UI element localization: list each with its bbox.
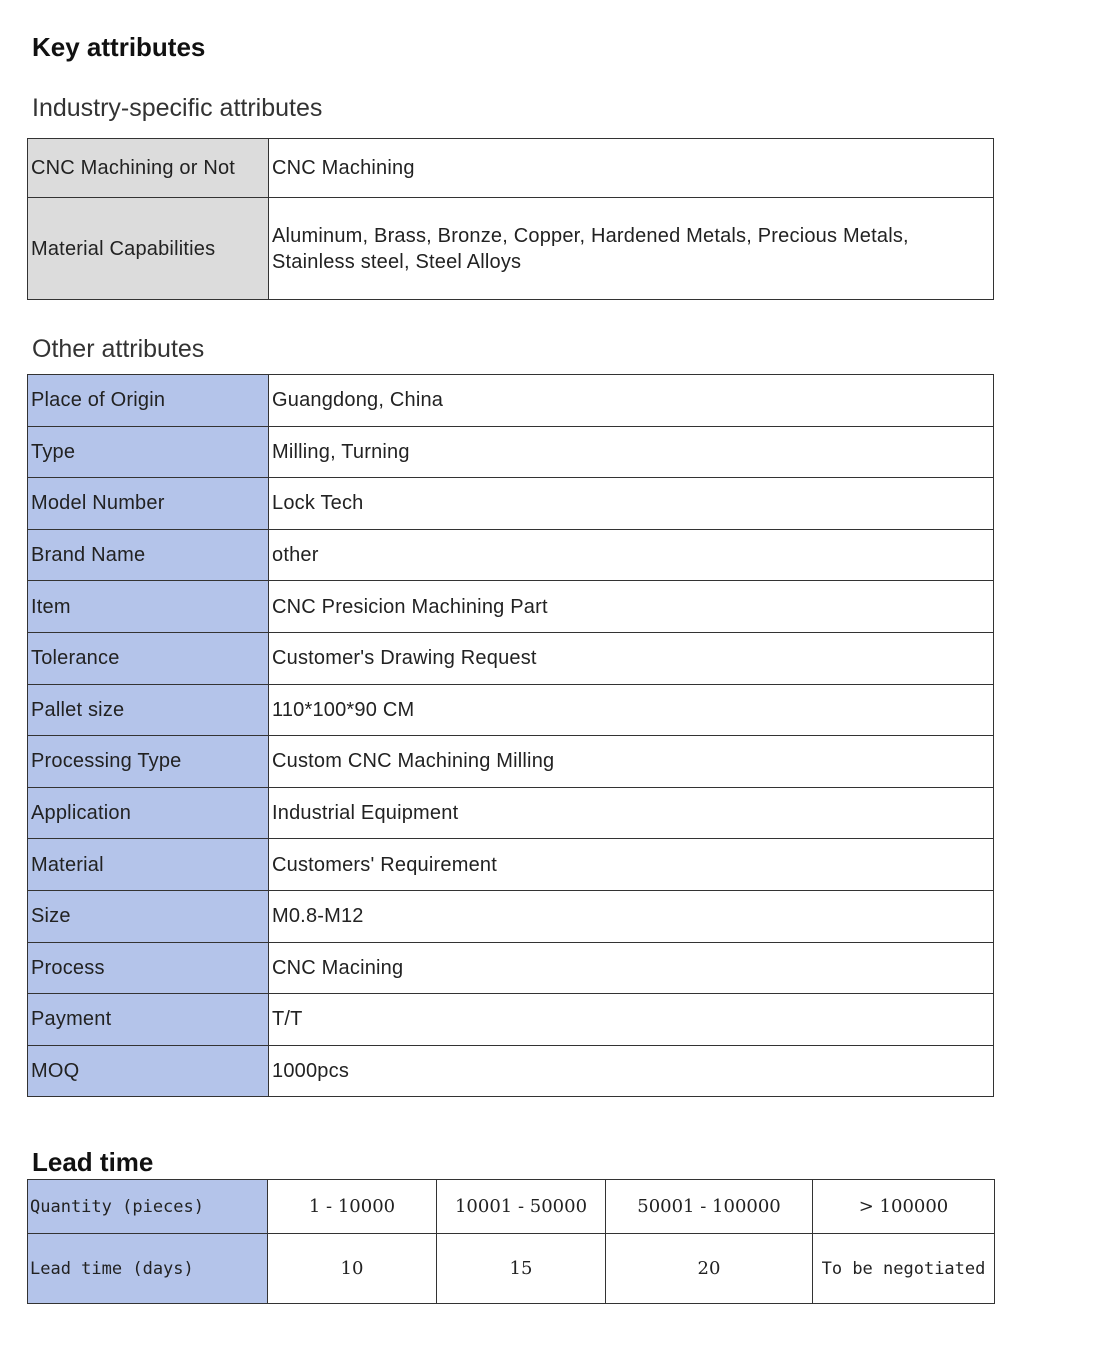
attribute-value: Customers' Requirement	[269, 839, 994, 891]
other-attributes-heading: Other attributes	[32, 335, 205, 363]
attribute-value: Lock Tech	[269, 478, 994, 530]
lead-time-days: 10	[268, 1234, 437, 1304]
quantity-range: 10001 - 50000	[437, 1180, 606, 1234]
key-attributes-heading: Key attributes	[32, 32, 206, 62]
table-row	[28, 632, 994, 684]
attribute-label: Size	[28, 890, 269, 942]
table-row	[28, 942, 994, 994]
lead-time-days: 20	[606, 1234, 813, 1304]
lead-time-days: To be negotiated	[813, 1234, 995, 1304]
attribute-value: Custom CNC Machining Milling	[269, 736, 994, 788]
table-row	[28, 1234, 995, 1304]
attribute-value: Aluminum, Brass, Bronze, Copper, Hardened Metals, Precious Metals, Stainless steel, Steel Alloys	[269, 198, 994, 300]
attribute-value: CNC Presicion Machining Part	[269, 581, 994, 633]
attribute-value: CNC Machining	[269, 139, 994, 198]
lead-time-table	[27, 1179, 995, 1304]
table-row	[28, 478, 994, 530]
attribute-value: Milling, Turning	[269, 426, 994, 478]
attribute-value: Industrial Equipment	[269, 787, 994, 839]
quantity-range: 1 - 10000	[268, 1180, 437, 1234]
table-row	[28, 736, 994, 788]
lead-time-days: 15	[437, 1234, 606, 1304]
table-row	[28, 426, 994, 478]
table-row	[28, 1180, 995, 1234]
attribute-value: 1000pcs	[269, 1045, 994, 1097]
other-attributes-table	[27, 374, 994, 1097]
industry-attributes-table	[27, 138, 994, 300]
attribute-label: Material	[28, 839, 269, 891]
attribute-label: Payment	[28, 994, 269, 1046]
attribute-label: CNC Machining or Not	[28, 139, 269, 198]
table-row	[28, 375, 994, 427]
table-row	[28, 529, 994, 581]
lead-time-label: Lead time (days)	[28, 1234, 268, 1304]
attribute-label: Tolerance	[28, 632, 269, 684]
industry-attributes-heading: Industry-specific attributes	[32, 94, 323, 122]
attribute-value: T/T	[269, 994, 994, 1046]
quantity-range: 50001 - 100000	[606, 1180, 813, 1234]
attribute-label: Brand Name	[28, 529, 269, 581]
table-row	[28, 839, 994, 891]
attribute-value: other	[269, 529, 994, 581]
table-row	[28, 684, 994, 736]
attribute-label: Process	[28, 942, 269, 994]
attribute-label: Model Number	[28, 478, 269, 530]
table-row	[28, 994, 994, 1046]
table-row	[28, 890, 994, 942]
attribute-label: Type	[28, 426, 269, 478]
lead-time-heading: Lead time	[32, 1147, 154, 1177]
attribute-value: Guangdong, China	[269, 375, 994, 427]
attribute-label: Application	[28, 787, 269, 839]
table-row	[28, 1045, 994, 1097]
quantity-label: Quantity (pieces)	[28, 1180, 268, 1234]
table-row	[28, 139, 994, 198]
attribute-label: Pallet size	[28, 684, 269, 736]
attribute-value: Customer's Drawing Request	[269, 632, 994, 684]
attribute-value: M0.8-M12	[269, 890, 994, 942]
table-row	[28, 787, 994, 839]
attribute-label: Place of Origin	[28, 375, 269, 427]
attribute-label: Item	[28, 581, 269, 633]
table-row	[28, 198, 994, 300]
attribute-value: CNC Macining	[269, 942, 994, 994]
table-row	[28, 581, 994, 633]
attribute-label: Processing Type	[28, 736, 269, 788]
attribute-label: MOQ	[28, 1045, 269, 1097]
quantity-range: > 100000	[813, 1180, 995, 1234]
attribute-label: Material Capabilities	[28, 198, 269, 300]
attribute-value: 110*100*90 CM	[269, 684, 994, 736]
